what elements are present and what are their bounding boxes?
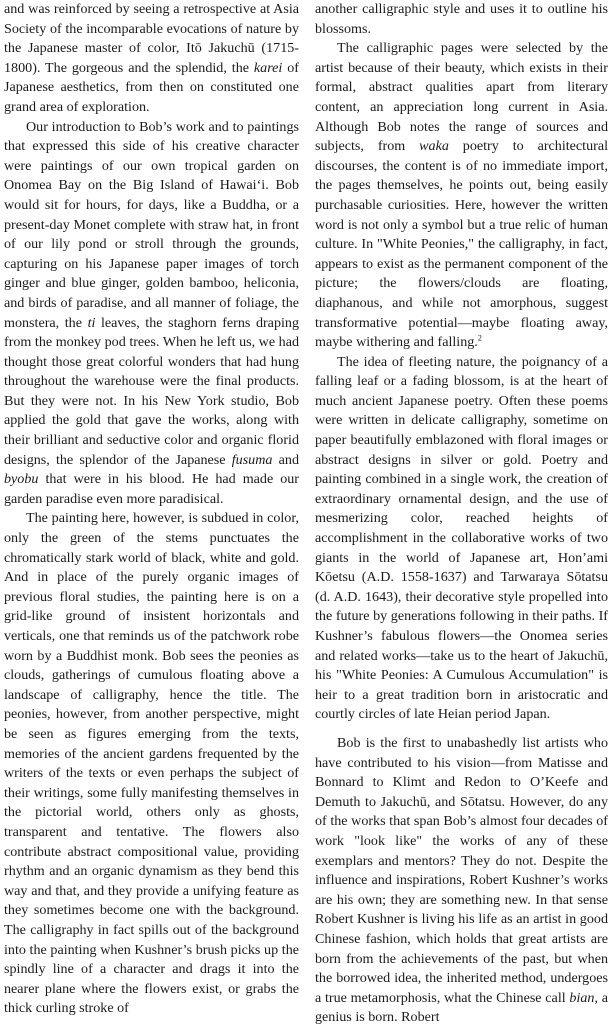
text-run: Bob is the first to unabashedly list artists who have contributed to his vision—from Matisse and Bonnard to Klimt and Redon to O’Keefe and Demuth to Jakuchū, and Sōtatsu. However, do any of the works that span Bob’s almost four decades of work "look like" the works of any of these exemplars and mentors? They do not. Despite the influence and inspirations, Robert Kushner’s works are his own; they are something new. In that sense Robert Kushner is living his life as an artist in good Chinese fashion, which holds that great artists are born from the achievements of the past, but when the borrowed idea, the inherited method, undergoes a true metamorphosis, what the Chinese call	[315, 734, 608, 1006]
text-run: another calligraphic style and uses it to outline his blossoms.	[315, 1, 608, 37]
text-run: of Japanese aesthetics, from then on constituted one grand area of exploration.	[4, 59, 299, 115]
text-run: Our introduction to Bob’s work and to paintings that expressed this side of his creative character were paintings of our own tropical garden on Onomea Bay on the Big Island of Hawai‘i. Bob would sit for hours, for days, like a Buddha, or a present-day Monet complete with straw hat, in front of our lily pond or stroll through the grounds, capturing on his Japanese paper images of torch ginger and blue ginger, golden bamboo, heliconia, and birds of paradise, and all manner of foliage, the monstera, the	[4, 118, 299, 331]
paragraph	[4, 509, 299, 1018]
right-text-column	[315, 0, 608, 1028]
text-run: The calligraphic pages were selected by the artist because of their beauty, which exists in their formal, abstract qualities apart from literary content, an appreciation long current in Asia. Although Bob notes the range of sources and subjects, from	[315, 40, 608, 155]
paragraph	[315, 734, 608, 1028]
text-run: The painting here, however, is subdued in color, only the green of the stems punctuates the chromatically stark world of black, white and gold. And in place of the purely organic images of previous floral studies, the painting here is on a grid-like ground of insistent horizontals and verticals, one that reminds us of the patchwork robe worn by a Buddhist monk. Bob sees the peonies as clouds, gatherings of cumulous floating above a landscape of calligraphy, hence the title. The peonies, however, from another perspective, might be seen as figures emerging from the texts, memories of the ancient gardens frequented by the writers of the texts or even perhaps the subject of their writings, some fully manifesting themselves in the pictorial world, others only as ghosts, transparent and tentative. The flowers also contribute abstract compositional value, providing rhythm and an organic dynamism as they bend this way and that, and they provide a unifying feature as they sometimes become one with the background. The calligraphy in fact spills out of the background into the painting when Kushner’s brush picks up the spindly line of a character and drags it into the nearer plane where the flowers exist, or grabs the thick curling stroke of	[4, 510, 299, 1017]
italic-term: karei	[253, 59, 283, 76]
paragraph	[4, 0, 299, 118]
text-run: The idea of fleeting nature, the poignancy of a falling leaf or a fading blossom, is at the heart of much ancient Japanese poetry. Often these poems were written in delicate calligraphy, sometime on paper beautifully emblazoned with floral images or abstract designs in silver or gold. Poetry and painting combined in a single work, the creation of extraordinary ornamental design, and the use of mesmerizing color, reached heights of accomplishment in the collaborative works of two giants in the world of Japanese art, Hon’ami Kōetsu (A.D. 1558-1637) and Tarwaraya Sōtatsu (d. A.D. 1643), their decorative style propelled into the future by generations following in their paths. If Kushner’s fabulous flowers—the Onomea series and related works—take us to the heart of Jakuchū, his "White Peonies: A Cumulous Accumulation" is heir to a great tradition born in aristocratic and courtly circles of late Heian period Japan.	[315, 353, 608, 723]
italic-term: waka	[419, 138, 449, 155]
italic-term: fusuma	[231, 451, 273, 468]
paragraph	[315, 0, 608, 39]
footnote-marker: 2	[477, 333, 482, 343]
text-run: that were in his blood. He had made our garden paradise even more paradisical.	[4, 471, 299, 507]
text-run: poetry to architectural discourses, the content is of no immediate import, the pages themselves, he points out, being easily purchasable curiosities. Here, however the written word is not only a symbol but a true relic of human culture. In "White Peonies," the calligraphy, in fact, appears to exist as the permanent component of the picture; the flowers/clouds are floating, diaphanous, and while not amorphous, suggest transformative potential—maybe floating away, maybe withering and falling.	[315, 138, 608, 351]
paragraph	[4, 118, 299, 510]
italic-term: bian	[569, 989, 595, 1006]
text-run: and was reinforced by seeing a retrospective at Asia Society of the incomparable evocations of nature by the Japanese master of color, Itō Jakuchū (1715-1800). The gorgeous and the splendid, the	[4, 1, 299, 76]
text-run: leaves, the staghorn ferns draping from the monkey pod trees. When he left us, we had thought those great colorful wonders that had hung throughout the warehouse were the final products. But they were not. In his New York studio, Bob applied the gold that gave the works, along with their brilliant and seductive color and organic florid designs, the splendor of the Japanese	[4, 314, 299, 468]
italic-term: ti	[87, 314, 96, 331]
paragraph	[315, 39, 608, 353]
paragraph	[315, 353, 608, 725]
italic-term: byobu	[4, 471, 39, 488]
text-run: , a genius is born. Robert	[315, 989, 608, 1026]
text-run: and	[272, 451, 300, 468]
left-text-column	[4, 0, 299, 1019]
